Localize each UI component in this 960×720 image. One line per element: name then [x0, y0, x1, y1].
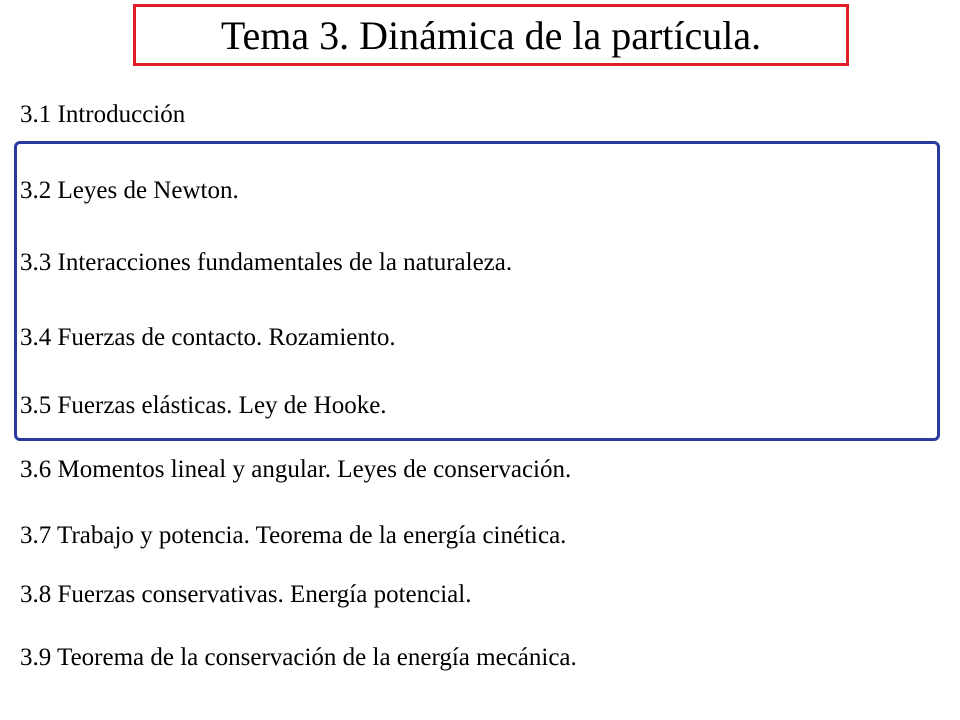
slide-title: Tema 3. Dinámica de la partícula.	[220, 13, 762, 58]
list-item-3-9: 3.9 Teorema de la conservación de la energía mecánica.	[20, 644, 577, 671]
list-item-3-4: 3.4 Fuerzas de contacto. Rozamiento.	[20, 324, 396, 351]
list-item-3-7: 3.7 Trabajo y potencia. Teorema de la energía cinética.	[20, 522, 567, 549]
title-box	[133, 4, 849, 66]
list-item-3-8: 3.8 Fuerzas conservativas. Energía potencial.	[20, 581, 472, 608]
list-item-3-6: 3.6 Momentos lineal y angular. Leyes de conservación.	[20, 456, 572, 483]
list-item-3-2: 3.2 Leyes de Newton.	[20, 177, 239, 204]
list-item-3-1: 3.1 Introducción	[20, 101, 186, 128]
list-item-3-3: 3.3 Interacciones fundamentales de la naturaleza.	[20, 249, 513, 276]
list-item-3-5: 3.5 Fuerzas elásticas. Ley de Hooke.	[20, 392, 387, 419]
